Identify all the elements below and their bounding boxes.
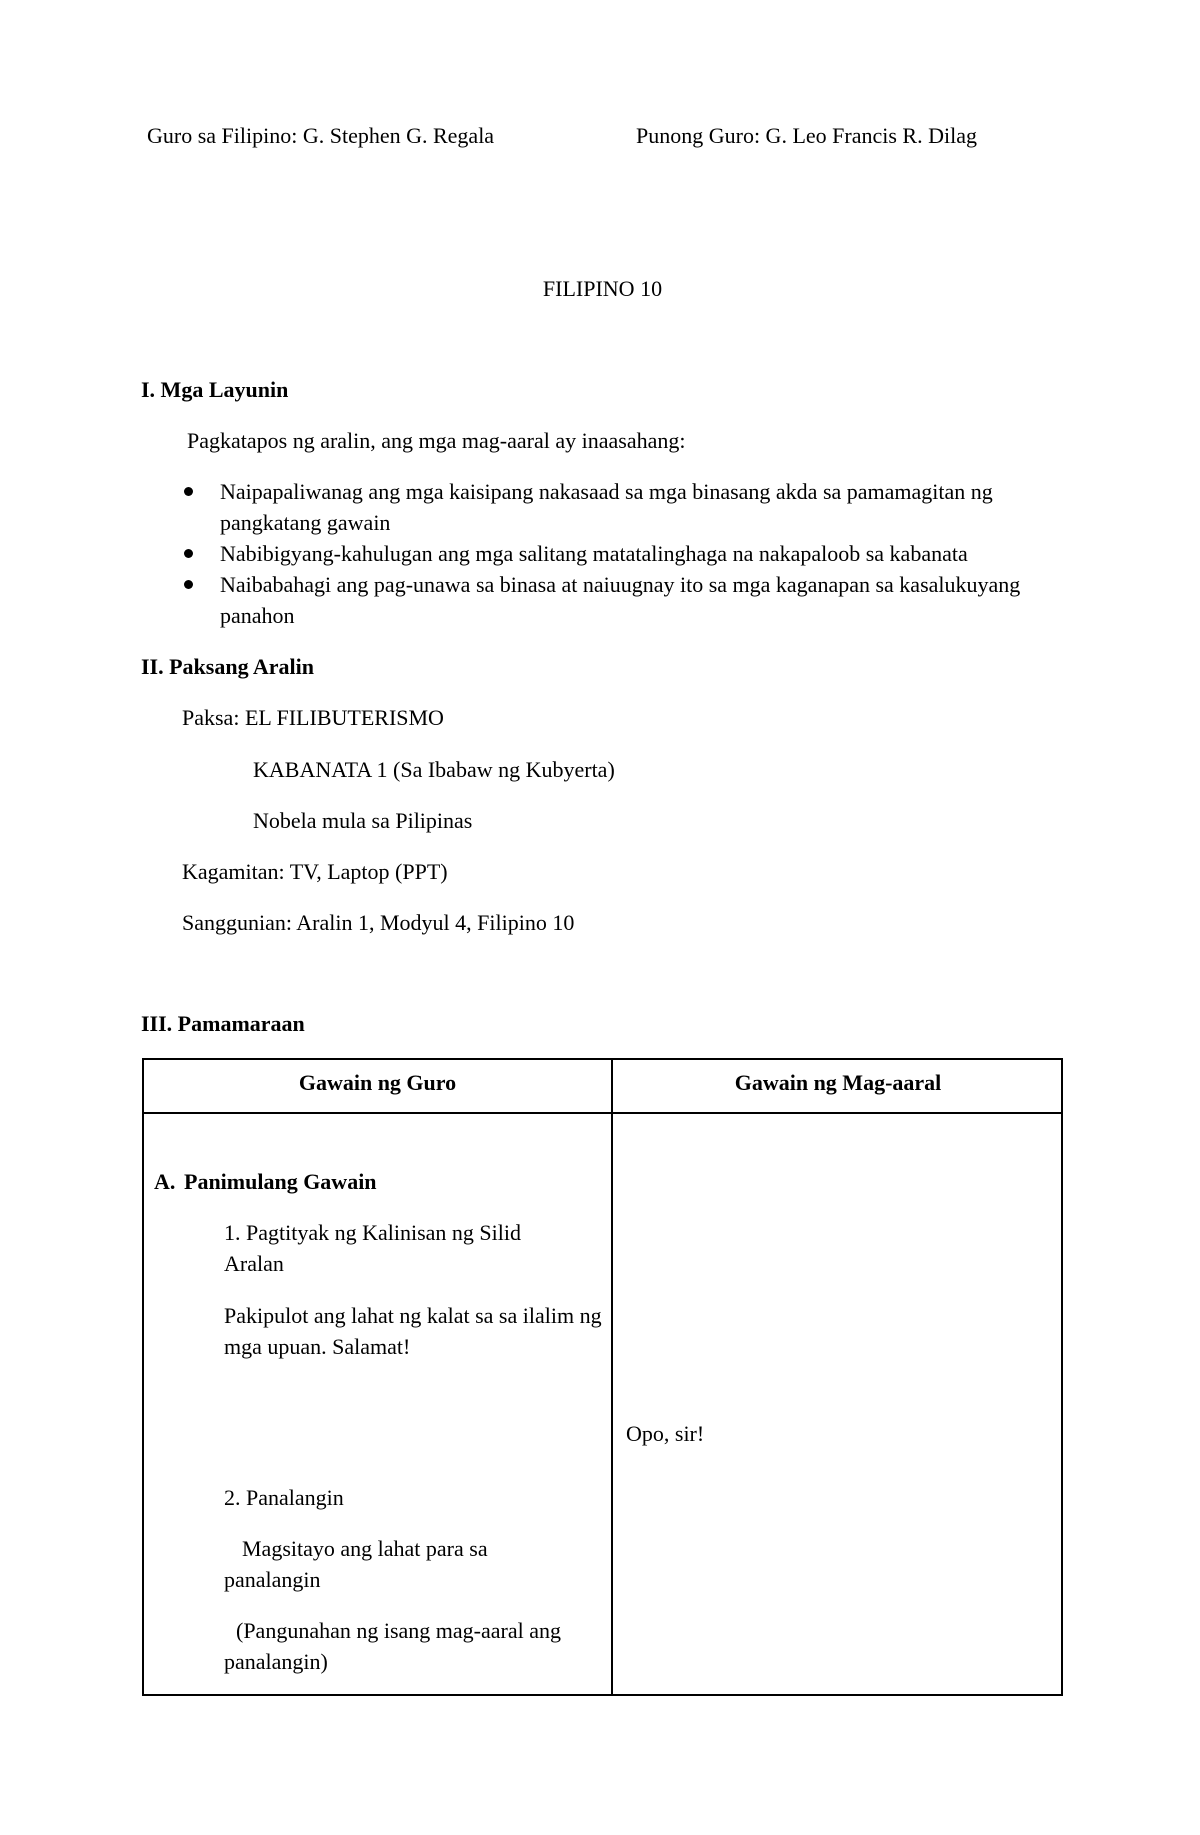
step-2-title: 2. Panalangin <box>224 1485 344 1510</box>
novel-origin-line: Nobela mula sa Pilipinas <box>253 808 473 833</box>
procedure-table <box>142 1058 1063 1696</box>
references-line: Sanggunian: Aralin 1, Modyul 4, Filipino 10 <box>182 910 575 935</box>
document-title: FILIPINO 10 <box>542 276 663 301</box>
objectives-intro: Pagkatapos ng aralin, ang mga mag-aaral ay inaasahang: <box>187 428 686 453</box>
column-header-student: Gawain ng Mag-aaral <box>734 1070 942 1095</box>
section-objectives-heading: I. Mga Layunin <box>141 377 289 402</box>
bullet-icon <box>184 580 193 589</box>
column-divider <box>611 1060 613 1694</box>
topic-line: Paksa: EL FILIBUTERISMO <box>182 705 444 730</box>
step-2-note: (Pangunahan ng isang mag-aaral ang panalangin) <box>224 1618 561 1674</box>
column-header-teacher: Gawain ng Guro <box>298 1070 457 1095</box>
materials-line: Kagamitan: TV, Laptop (PPT) <box>182 859 448 884</box>
bullet-icon <box>184 549 193 558</box>
principal-name: Punong Guro: G. Leo Francis R. Dilag <box>636 123 977 148</box>
bullet-icon <box>184 487 193 496</box>
student-response: Opo, sir! <box>626 1421 705 1446</box>
section-topic-heading: II. Paksang Aralin <box>141 654 314 679</box>
objective-text: Naipapaliwanag ang mga kaisipang nakasaad sa mga binasang akda sa pamamagitan ng pangkatang gawain <box>220 479 993 535</box>
section-procedure-heading: III. Pamamaraan <box>141 1011 305 1036</box>
step-1-instruction: Pakipulot ang lahat ng kalat sa sa ilalim ng mga upuan. Salamat! <box>224 1303 602 1359</box>
objective-text: Nabibigyang-kahulugan ang mga salitang matatalinghaga na nakapaloob sa kabanata <box>220 541 968 566</box>
teacher-name: Guro sa Filipino: G. Stephen G. Regala <box>147 123 495 148</box>
objectives-list <box>182 476 1072 631</box>
objective-text: Naibabahagi ang pag-unawa sa binasa at naiuugnay ito sa mga kaganapan sa kasalukuyang panahon <box>220 572 1021 628</box>
step-1-title: 1. Pagtityak ng Kalinisan ng Silid Aralan <box>224 1220 521 1276</box>
list-item <box>182 476 1072 538</box>
step-2-instruction: Magsitayo ang lahat para sa panalangin <box>224 1536 488 1592</box>
chapter-line: KABANATA 1 (Sa Ibabaw ng Kubyerta) <box>253 757 615 782</box>
list-item <box>182 569 1072 631</box>
part-letter: A. <box>154 1169 176 1194</box>
header-divider <box>144 1112 1061 1114</box>
list-item <box>182 538 1072 569</box>
part-label: Panimulang Gawain <box>184 1169 377 1194</box>
